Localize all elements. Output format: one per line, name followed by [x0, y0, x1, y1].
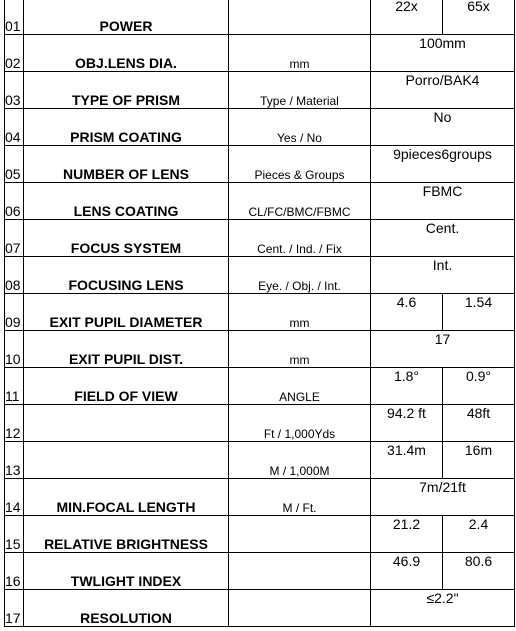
table-row — [5, 368, 515, 405]
table-row — [5, 479, 515, 516]
table-row — [5, 257, 515, 294]
table-row — [5, 331, 515, 368]
spec-unit: M / 1,000M — [229, 442, 371, 479]
spec-value: Porro/BAK4 — [371, 72, 515, 109]
row-number: 10 — [5, 331, 24, 368]
spec-name: EXIT PUPIL DIST. — [24, 331, 229, 368]
table-row — [5, 294, 515, 331]
spec-unit: Pieces & Groups — [229, 146, 371, 183]
spec-value-22x: 31.4m — [371, 442, 443, 479]
spec-unit: CL/FC/BMC/FBMC — [229, 183, 371, 220]
spec-value-22x: 4.6 — [371, 294, 443, 331]
spec-name: NUMBER OF LENS — [24, 146, 229, 183]
spec-table-body — [5, 0, 515, 627]
spec-value-22x: 1.8° — [371, 368, 443, 405]
spec-name: POWER — [24, 0, 229, 35]
spec-unit: mm — [229, 35, 371, 72]
spec-value-22x: 46.9 — [371, 553, 443, 590]
spec-unit: Yes / No — [229, 109, 371, 146]
spec-name: TYPE OF PRISM — [24, 72, 229, 109]
spec-unit: mm — [229, 294, 371, 331]
row-number: 08 — [5, 257, 24, 294]
table-row — [5, 405, 515, 442]
spec-value: 100mm — [371, 35, 515, 72]
row-number: 04 — [5, 109, 24, 146]
spec-unit: Cent. / Ind. / Fix — [229, 220, 371, 257]
spec-value-22x: 21.2 — [371, 516, 443, 553]
spec-value-65x: 16m — [443, 442, 515, 479]
spec-value-65x: 80.6 — [443, 553, 515, 590]
table-row — [5, 442, 515, 479]
spec-unit — [229, 590, 371, 627]
spec-name: OBJ.LENS DIA. — [24, 35, 229, 72]
spec-unit: Type / Material — [229, 72, 371, 109]
spec-name: FIELD OF VIEW — [24, 368, 229, 405]
spec-name: PRISM COATING — [24, 109, 229, 146]
spec-name: LENS COATING — [24, 183, 229, 220]
spec-unit: M / Ft. — [229, 479, 371, 516]
spec-unit: ANGLE — [229, 368, 371, 405]
table-row — [5, 72, 515, 109]
spec-value-65x: 65x — [443, 0, 515, 35]
spec-name: EXIT PUPIL DIAMETER — [24, 294, 229, 331]
spec-unit: Eye. / Obj. / Int. — [229, 257, 371, 294]
spec-value: 9pieces6groups — [371, 146, 515, 183]
row-number: 13 — [5, 442, 24, 479]
spec-name: RESOLUTION — [24, 590, 229, 627]
table-row — [5, 0, 515, 35]
row-number: 03 — [5, 72, 24, 109]
row-number: 02 — [5, 35, 24, 72]
row-number: 11 — [5, 368, 24, 405]
row-number: 16 — [5, 553, 24, 590]
spec-name: FOCUSING LENS — [24, 257, 229, 294]
table-row — [5, 35, 515, 72]
spec-table — [4, 0, 515, 627]
spec-value-65x: 48ft — [443, 405, 515, 442]
spec-unit — [229, 516, 371, 553]
row-number: 07 — [5, 220, 24, 257]
table-row — [5, 516, 515, 553]
spec-value: 7m/21ft — [371, 479, 515, 516]
spec-name: TWLIGHT INDEX — [24, 553, 229, 590]
row-number: 12 — [5, 405, 24, 442]
table-row — [5, 220, 515, 257]
row-number: 01 — [5, 0, 24, 35]
spec-value: Cent. — [371, 220, 515, 257]
table-row — [5, 553, 515, 590]
spec-name: MIN.FOCAL LENGTH — [24, 479, 229, 516]
spec-unit: Ft / 1,000Yds — [229, 405, 371, 442]
table-row — [5, 590, 515, 627]
spec-name: RELATIVE BRIGHTNESS — [24, 516, 229, 553]
row-number: 15 — [5, 516, 24, 553]
spec-value-65x: 1.54 — [443, 294, 515, 331]
spec-name — [24, 442, 229, 479]
spec-unit — [229, 553, 371, 590]
spec-name — [24, 405, 229, 442]
table-row — [5, 183, 515, 220]
spec-value: ≤2.2" — [371, 590, 515, 627]
spec-unit: mm — [229, 331, 371, 368]
table-row — [5, 146, 515, 183]
spec-value-65x: 2.4 — [443, 516, 515, 553]
row-number: 14 — [5, 479, 24, 516]
row-number: 06 — [5, 183, 24, 220]
spec-value-22x: 22x — [371, 0, 443, 35]
spec-value-65x: 0.9° — [443, 368, 515, 405]
spec-name: FOCUS SYSTEM — [24, 220, 229, 257]
row-number: 09 — [5, 294, 24, 331]
spec-value-22x: 94.2 ft — [371, 405, 443, 442]
spec-value: No — [371, 109, 515, 146]
table-row — [5, 109, 515, 146]
spec-value: 17 — [371, 331, 515, 368]
spec-value: Int. — [371, 257, 515, 294]
row-number: 17 — [5, 590, 24, 627]
row-number: 05 — [5, 146, 24, 183]
spec-value: FBMC — [371, 183, 515, 220]
spec-unit — [229, 0, 371, 35]
